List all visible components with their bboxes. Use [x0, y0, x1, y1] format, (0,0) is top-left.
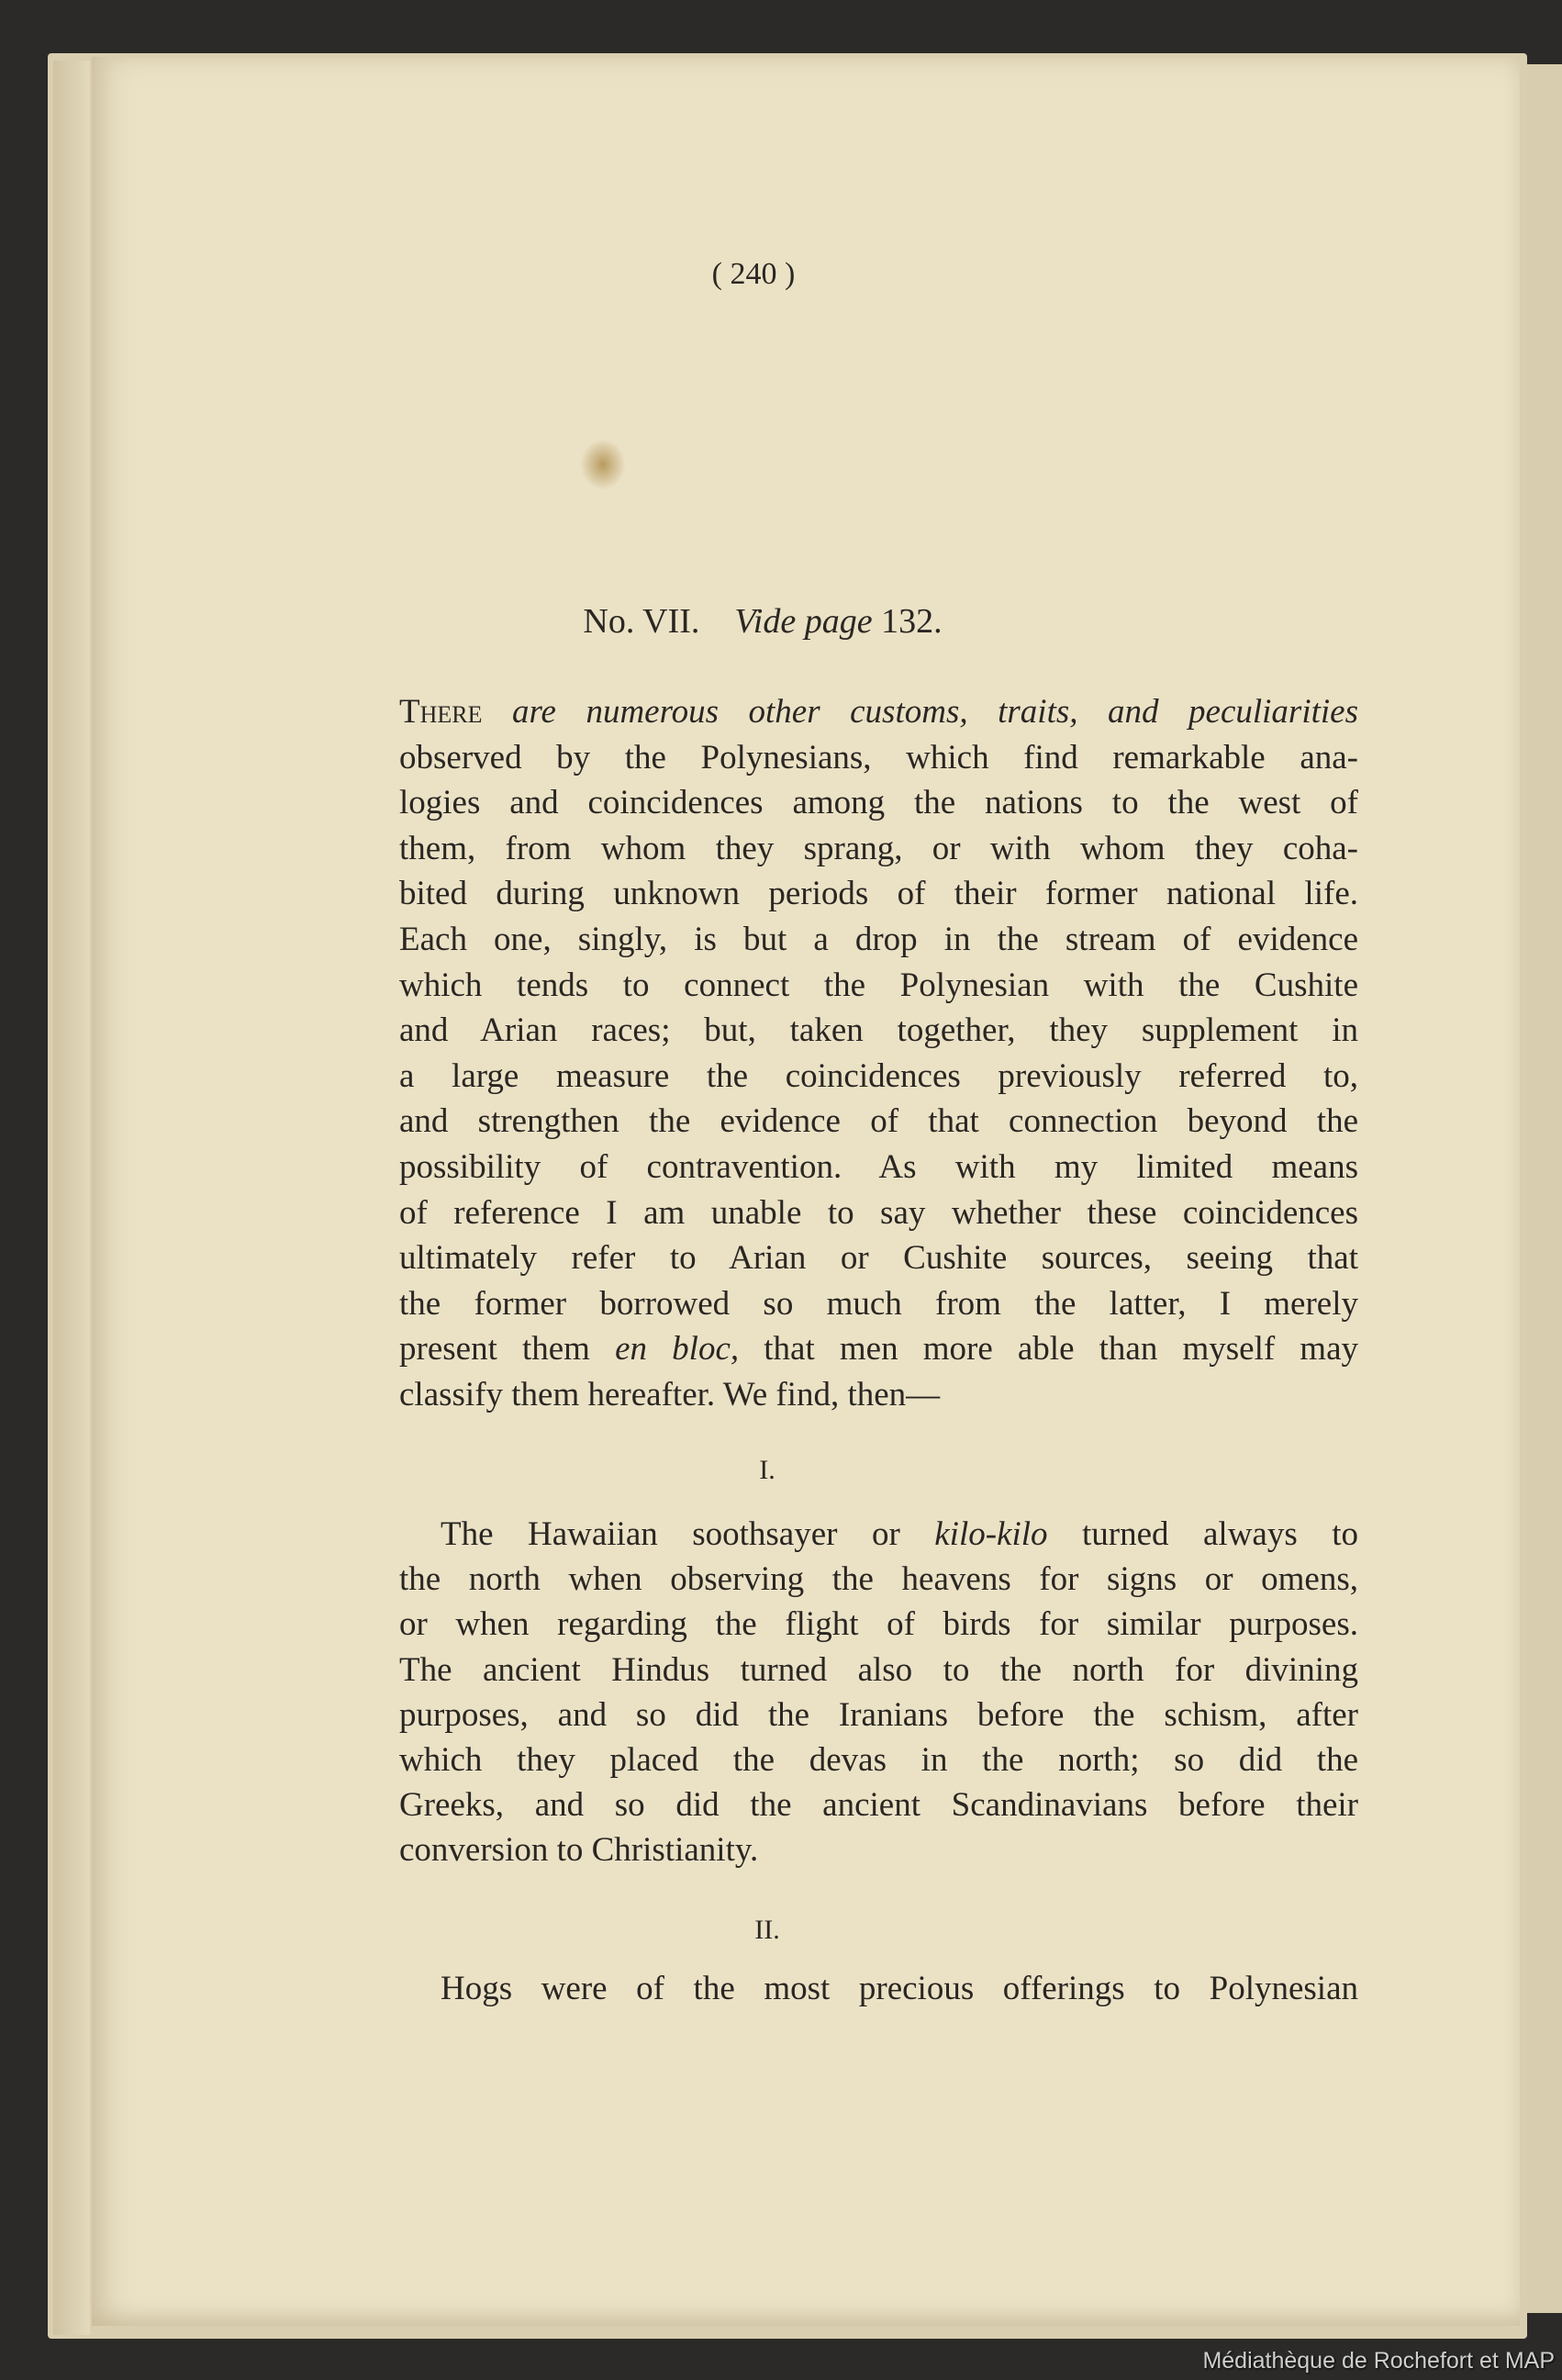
heading-ref: Vide page	[734, 602, 873, 641]
text-line	[399, 963, 1358, 1009]
text-segment: Each one, singly, is but a drop in the stream of evidence	[399, 921, 1358, 958]
text-line	[399, 1602, 1358, 1648]
paper-stain	[580, 439, 626, 490]
text-line	[399, 826, 1358, 872]
heading-page: 132.	[881, 602, 943, 641]
italic-text: en bloc,	[615, 1330, 740, 1369]
text-segment: classify them hereafter. We find, then—	[399, 1376, 941, 1413]
text-line	[399, 780, 1358, 826]
appendix-heading	[0, 601, 1562, 642]
text-segment: a large measure the coincidences previously referred to,	[399, 1056, 1358, 1095]
text-line	[399, 735, 1358, 781]
text-segment: ultimately refer to Arian or Cushite sources, seeing that	[399, 1239, 1358, 1278]
text-line	[399, 1008, 1358, 1054]
text-line	[399, 1557, 1358, 1603]
text-line	[399, 917, 1358, 963]
text-line	[399, 1281, 1358, 1327]
text-line	[399, 1145, 1358, 1190]
text-segment: that men more able than myself may	[739, 1330, 1359, 1369]
text-line	[399, 1827, 1358, 1873]
text-segment: or when regarding the flight of birds for similar purposes.	[399, 1605, 1358, 1644]
text-line	[399, 871, 1358, 917]
text-segment: turned always to	[1047, 1515, 1359, 1553]
text-segment: of reference I am unable to say whether these coincidences	[399, 1193, 1358, 1232]
text-segment: which they placed the devas in the north; so did the	[399, 1741, 1358, 1779]
page-number: ( 240 )	[711, 257, 796, 291]
text-segment: them, from whom they sprang, or with whom they coha-	[399, 829, 1358, 867]
text-segment: The Hawaiian soothsayer or	[441, 1515, 935, 1553]
text-line	[399, 1099, 1358, 1145]
text-segment: and Arian races; but, taken together, they supplement in	[399, 1011, 1358, 1050]
section-numeral: I.	[759, 1455, 775, 1485]
credit-watermark: Médiathèque de Rochefort et MAP	[1202, 2348, 1555, 2374]
text-segment: Hogs were of the most precious offerings to Polynesian	[441, 1970, 1358, 2007]
section-numeral: II.	[754, 1915, 780, 1945]
text-line	[399, 1738, 1358, 1783]
text-segment: and strengthen the evidence of that connection beyond the	[399, 1102, 1358, 1141]
text-segment: conversion to Christianity.	[399, 1831, 759, 1870]
text-line	[399, 1190, 1358, 1236]
next-page-edge	[1527, 64, 1562, 2313]
text-line	[441, 1966, 1358, 2012]
text-line	[399, 1235, 1358, 1281]
text-segment: which tends to connect the Polynesian with the Cushite	[399, 966, 1358, 1004]
text-line	[399, 1054, 1358, 1100]
text-segment: purposes, and so did the Iranians before the schism, after	[399, 1695, 1358, 1734]
text-segment: observed by the Polynesians, which find remarkable ana-	[399, 738, 1358, 777]
text-segment: The ancient Hindus turned also to the north for divining	[399, 1650, 1358, 1689]
page-edge	[53, 61, 90, 2335]
text-segment: bited during unknown periods of their former national life.	[399, 875, 1358, 913]
heading-number: No. VII.	[583, 602, 700, 641]
text-segment: the former borrowed so much from the latter, I merely	[399, 1284, 1358, 1323]
text-line	[399, 1326, 1358, 1372]
text-line	[399, 1693, 1358, 1738]
text-segment: possibility of contravention. As with my limited means	[399, 1148, 1358, 1186]
text-segment: present them	[399, 1330, 616, 1369]
text-line	[399, 1782, 1358, 1828]
italic-text: are numerous other customs, traits, and peculiarities	[482, 693, 1358, 731]
text-segment: the north when observing the heavens for signs or omens,	[399, 1560, 1358, 1599]
text-segment: There	[399, 693, 483, 731]
text-line	[399, 689, 1358, 735]
text-line	[399, 1648, 1358, 1693]
text-segment: Greeks, and so did the ancient Scandinavians before their	[399, 1786, 1358, 1825]
italic-text: kilo-kilo	[934, 1515, 1048, 1553]
text-segment: logies and coincidences among the nations to the west of	[399, 784, 1358, 822]
text-line	[441, 1512, 1358, 1558]
text-line	[399, 1372, 1358, 1418]
